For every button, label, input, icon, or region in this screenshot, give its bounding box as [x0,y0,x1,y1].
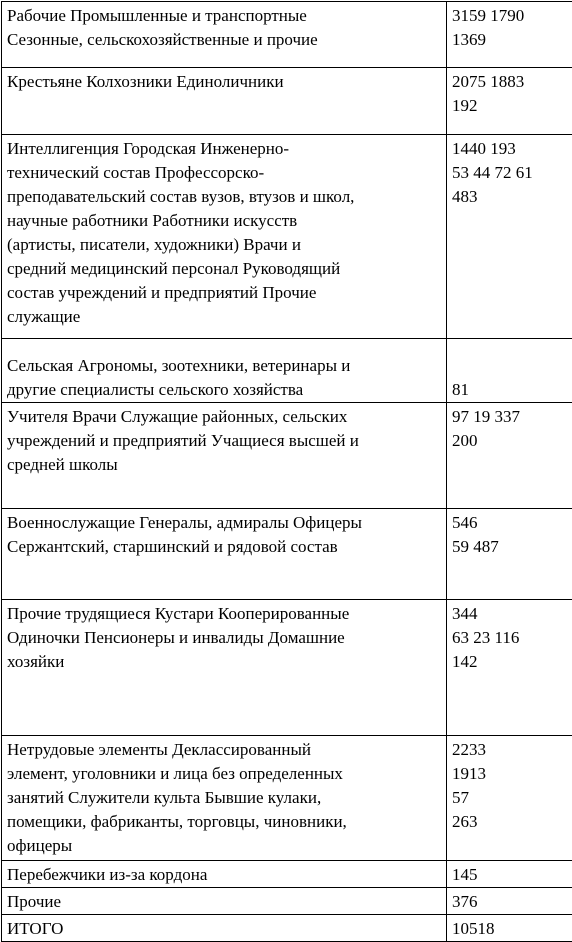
table-row-military [2,509,572,600]
row-value [447,68,572,135]
label-line: средней школы [7,453,442,477]
value-line: 59 487 [452,535,572,559]
row-label [2,68,447,135]
row-label [2,915,447,942]
label-line: Крестьяне Колхозники Единоличники [7,70,442,94]
label-line: Военнослужащие Генералы, адмиралы Офицеры [7,511,442,535]
table-row-defectors [2,861,572,888]
table-row-rural [2,339,572,403]
label-line: преподавательский состав вузов, втузов и школ, [7,185,442,209]
row-value [447,915,572,942]
value-line: 2075 1883 [452,70,572,94]
value-line: 483 [452,185,572,209]
label-line: (артисты, писатели, художники) Врачи и [7,233,442,257]
value-line: 53 44 72 61 [452,161,572,185]
table-row-non-labor [2,736,572,861]
row-value [447,135,572,339]
label-line: состав учреждений и предприятий Прочие [7,281,442,305]
value-line: 97 19 337 [452,405,572,429]
value-line: 2233 [452,738,572,762]
value-line: 200 [452,429,572,453]
row-label [2,600,447,736]
row-value [447,509,572,600]
row-value [447,736,572,861]
value-line: 10518 [452,917,572,941]
row-value [447,339,572,403]
table-row-intelligentsia [2,135,572,339]
label-line: другие специалисты сельского хозяйства [7,378,442,402]
row-label [2,135,447,339]
label-line: офицеры [7,834,442,858]
row-label [2,403,447,509]
value-line: 57 [452,786,572,810]
label-line: Перебежчики из-за кордона [7,863,442,887]
label-line: Интеллигенция Городская Инженерно- [7,137,442,161]
label-line: Нетрудовые элементы Деклассированный [7,738,442,762]
row-label [2,861,447,888]
value-line: 546 [452,511,572,535]
label-line: Учителя Врачи Служащие районных, сельских [7,405,442,429]
label-line: научные работники Работники искусств [7,209,442,233]
value-line: 376 [452,890,572,914]
label-line: элемент, уголовники и лица без определенных [7,762,442,786]
label-line: Сельская Агрономы, зоотехники, ветеринары и [7,354,442,378]
value-line: 1913 [452,762,572,786]
label-line: технический состав Профессорско- [7,161,442,185]
label-line: ИТОГО [7,917,442,941]
row-value [447,403,572,509]
value-line: 344 [452,602,572,626]
value-line: 263 [452,810,572,834]
table-row-peasants [2,68,572,135]
value-line: 142 [452,650,572,674]
label-line: служащие [7,305,442,329]
value-line: 63 23 116 [452,626,572,650]
table-row-others [2,888,572,915]
value-line: 1369 [452,28,572,52]
value-line: 145 [452,863,572,887]
value-line: 1440 193 [452,137,572,161]
value-line: 3159 1790 [452,4,572,28]
value-line: 81 [452,378,572,402]
label-line: Рабочие Промышленные и транспортные [7,4,442,28]
label-line: хозяйки [7,650,442,674]
label-line: занятий Служители культа Бывшие кулаки, [7,786,442,810]
statistics-table [1,1,572,942]
row-label [2,736,447,861]
label-line: Сержантский, старшинский и рядовой состав [7,535,442,559]
row-value [447,888,572,915]
label-line: Прочие трудящиеся Кустари Кооперированные [7,602,442,626]
row-value [447,861,572,888]
value-line: 192 [452,94,572,118]
row-label [2,2,447,68]
table-row-workers [2,2,572,68]
row-label [2,509,447,600]
row-label [2,888,447,915]
row-value [447,2,572,68]
label-line: Одиночки Пенсионеры и инвалиды Домашние [7,626,442,650]
table-row-teachers [2,403,572,509]
table-row-total [2,915,572,942]
label-line: учреждений и предприятий Учащиеся высшей и [7,429,442,453]
row-value [447,600,572,736]
row-label [2,339,447,403]
label-line: Сезонные, сельскохозяйственные и прочие [7,28,442,52]
label-line: средний медицинский персонал Руководящий [7,257,442,281]
label-line: Прочие [7,890,442,914]
label-line: помещики, фабриканты, торговцы, чиновники, [7,810,442,834]
table-row-other-workers [2,600,572,736]
